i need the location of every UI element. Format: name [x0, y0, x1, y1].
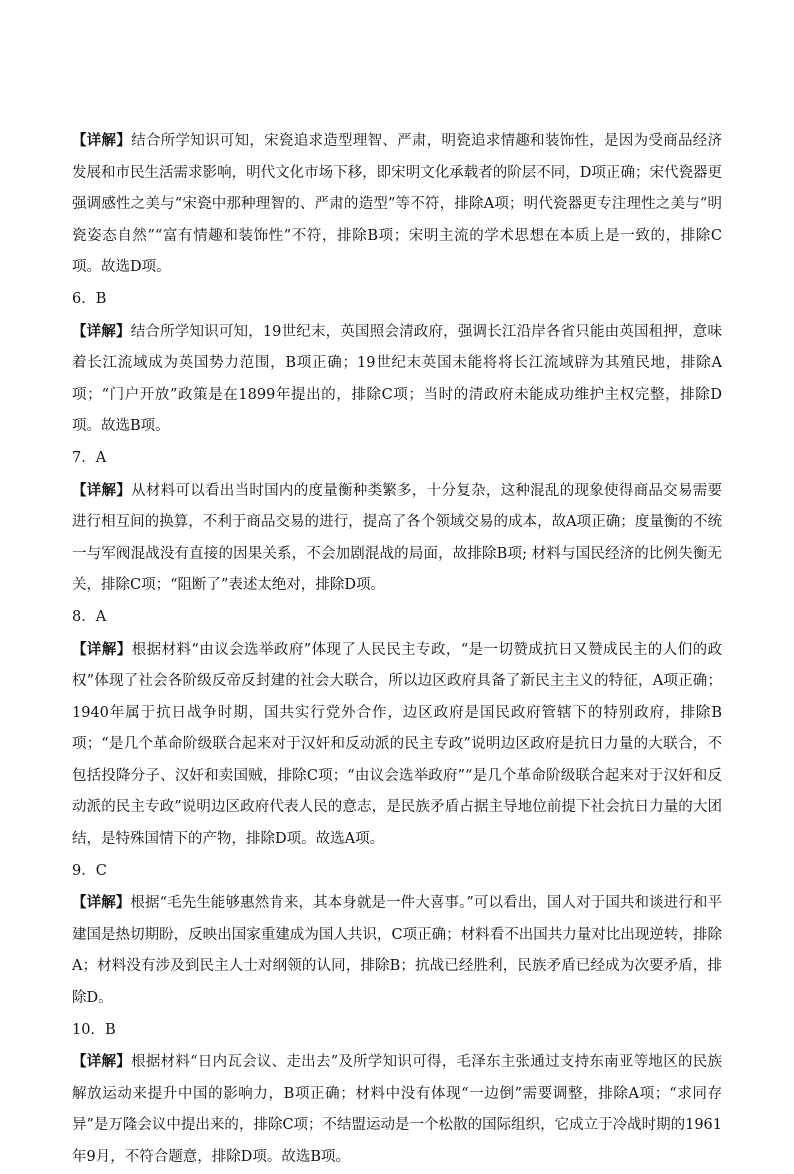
explanation-paragraph-6 — [72, 316, 722, 443]
explanation-text: 根据“毛先生能够惠然肯来，其本身就是一件大喜事。”可以看出，国人对于国共和谈进行和平建国是热切期盼，反映出国家重建成为国人共识，C项正确；材料看不出国共力量对比出现逆转，排除A；材料没有涉及到民主人士对纲领的认同，排除B；抗战已经胜利，民族矛盾已经成为次要矛盾，排除D。 — [72, 895, 723, 1007]
explanation-text: 从材料可以看出当时国内的度量衡种类繁多，十分复杂，这种混乱的现象使得商品交易需要进行相互间的换算，不利于商品交易的进行，提高了各个领域交易的成本，故A项正确；度量衡的不统一与军阀混战没有直接的因果关系，不会加剧混战的局面，故排除B项; 材料与国民经济的比例失衡无关，排除C项；“阻断了”表述太绝对，排除D项。 — [72, 482, 723, 594]
answer-6: 6．B — [72, 290, 107, 307]
explanation-paragraph-8 — [72, 634, 722, 856]
explanation-paragraph-9 — [72, 887, 722, 1014]
answer-explanations — [72, 125, 722, 1174]
explanation-tag: 【详解】 — [72, 322, 131, 340]
explanation-text: 根据材料“日内瓦会议、走出去”及所学知识可得，毛泽东主张通过支持东南亚等地区的民族解放运动来提升中国的影响力，B项正确；材料中没有体现“一边倒”需要调整，排除A项；“求同存异”是万隆会议中提出来的，排除C项；不结盟运动是一个松散的国际组织，它成立于冷战时期的1961年9月，不符合题意，排除D项。故选B项。 — [72, 1054, 722, 1165]
explanation-tag: 【详解】 — [72, 1053, 132, 1071]
explanation-paragraph-7 — [72, 475, 722, 602]
explanation-tag: 【详解】 — [72, 481, 132, 499]
explanation-text: 根据材料“由议会选举政府”体现了人民民主专政，“是一切赞成抗日又赞成民主的人们的政权”体现了社会各阶级反帝反封建的社会大联合，所以边区政府具备了新民主主义的特征，A项正确；1940年属于抗日战争时期，国共实行党外合作，边区政府是国民政府管辖下的特别政府，排除B项；“是几个革命阶级联合起来对于汉奸和反动派的民主专政”说明边区政府是抗日力量的大联合，不包括投降分子、汉奸和卖国贼，排除C项；“由议会选举政府”“是几个革命阶级联合起来对于汉奸和反动派的民主专政”说明边区政府代表人民的意志，是民族矛盾占据主导地位前提下社会抗日力量的大团结，是特殊国情下的产物，排除D项。故选A项。 — [72, 641, 722, 848]
explanation-paragraph-5 — [72, 125, 722, 284]
explanation-paragraph-10 — [72, 1046, 722, 1173]
answer-7: 7．A — [72, 449, 107, 466]
explanation-text: 结合所学知识可知，19世纪末，英国照会清政府，强调长江沿岸各省只能由英国租押，意味着长江流域成为英国势力范围，B项正确；19世纪末英国未能将将长江流域辟为其殖民地，排除A项；“门户开放”政策是在1899年提出的，排除C项；当时的清政府未能成功维护主权完整，排除D项。故选B项。 — [72, 323, 722, 435]
answer-10: 10．B — [72, 1021, 116, 1038]
explanation-tag: 【详解】 — [72, 894, 131, 912]
explanation-text: 结合所学知识可知，宋瓷追求造型理智、严肃，明瓷追求情趣和装饰性，是因为受商品经济发展和市民生活需求影响，明代文化市场下移，即宋明文化承载者的阶层不同，D项正确；宋代瓷器更强调感性之美与“宋瓷中那种理智的、严肃的造型”等不符，排除A项；明代瓷器更专注理性之美与“明瓷姿态自然”“富有情趣和装饰性”不符，排除B项；宋明主流的学术思想在本质上是一致的，排除C项。故选D项。 — [72, 133, 723, 276]
answer-9: 9．C — [72, 862, 107, 879]
explanation-tag: 【详解】 — [72, 640, 132, 658]
answer-8: 8．A — [72, 608, 107, 625]
explanation-tag: 【详解】 — [72, 132, 132, 149]
